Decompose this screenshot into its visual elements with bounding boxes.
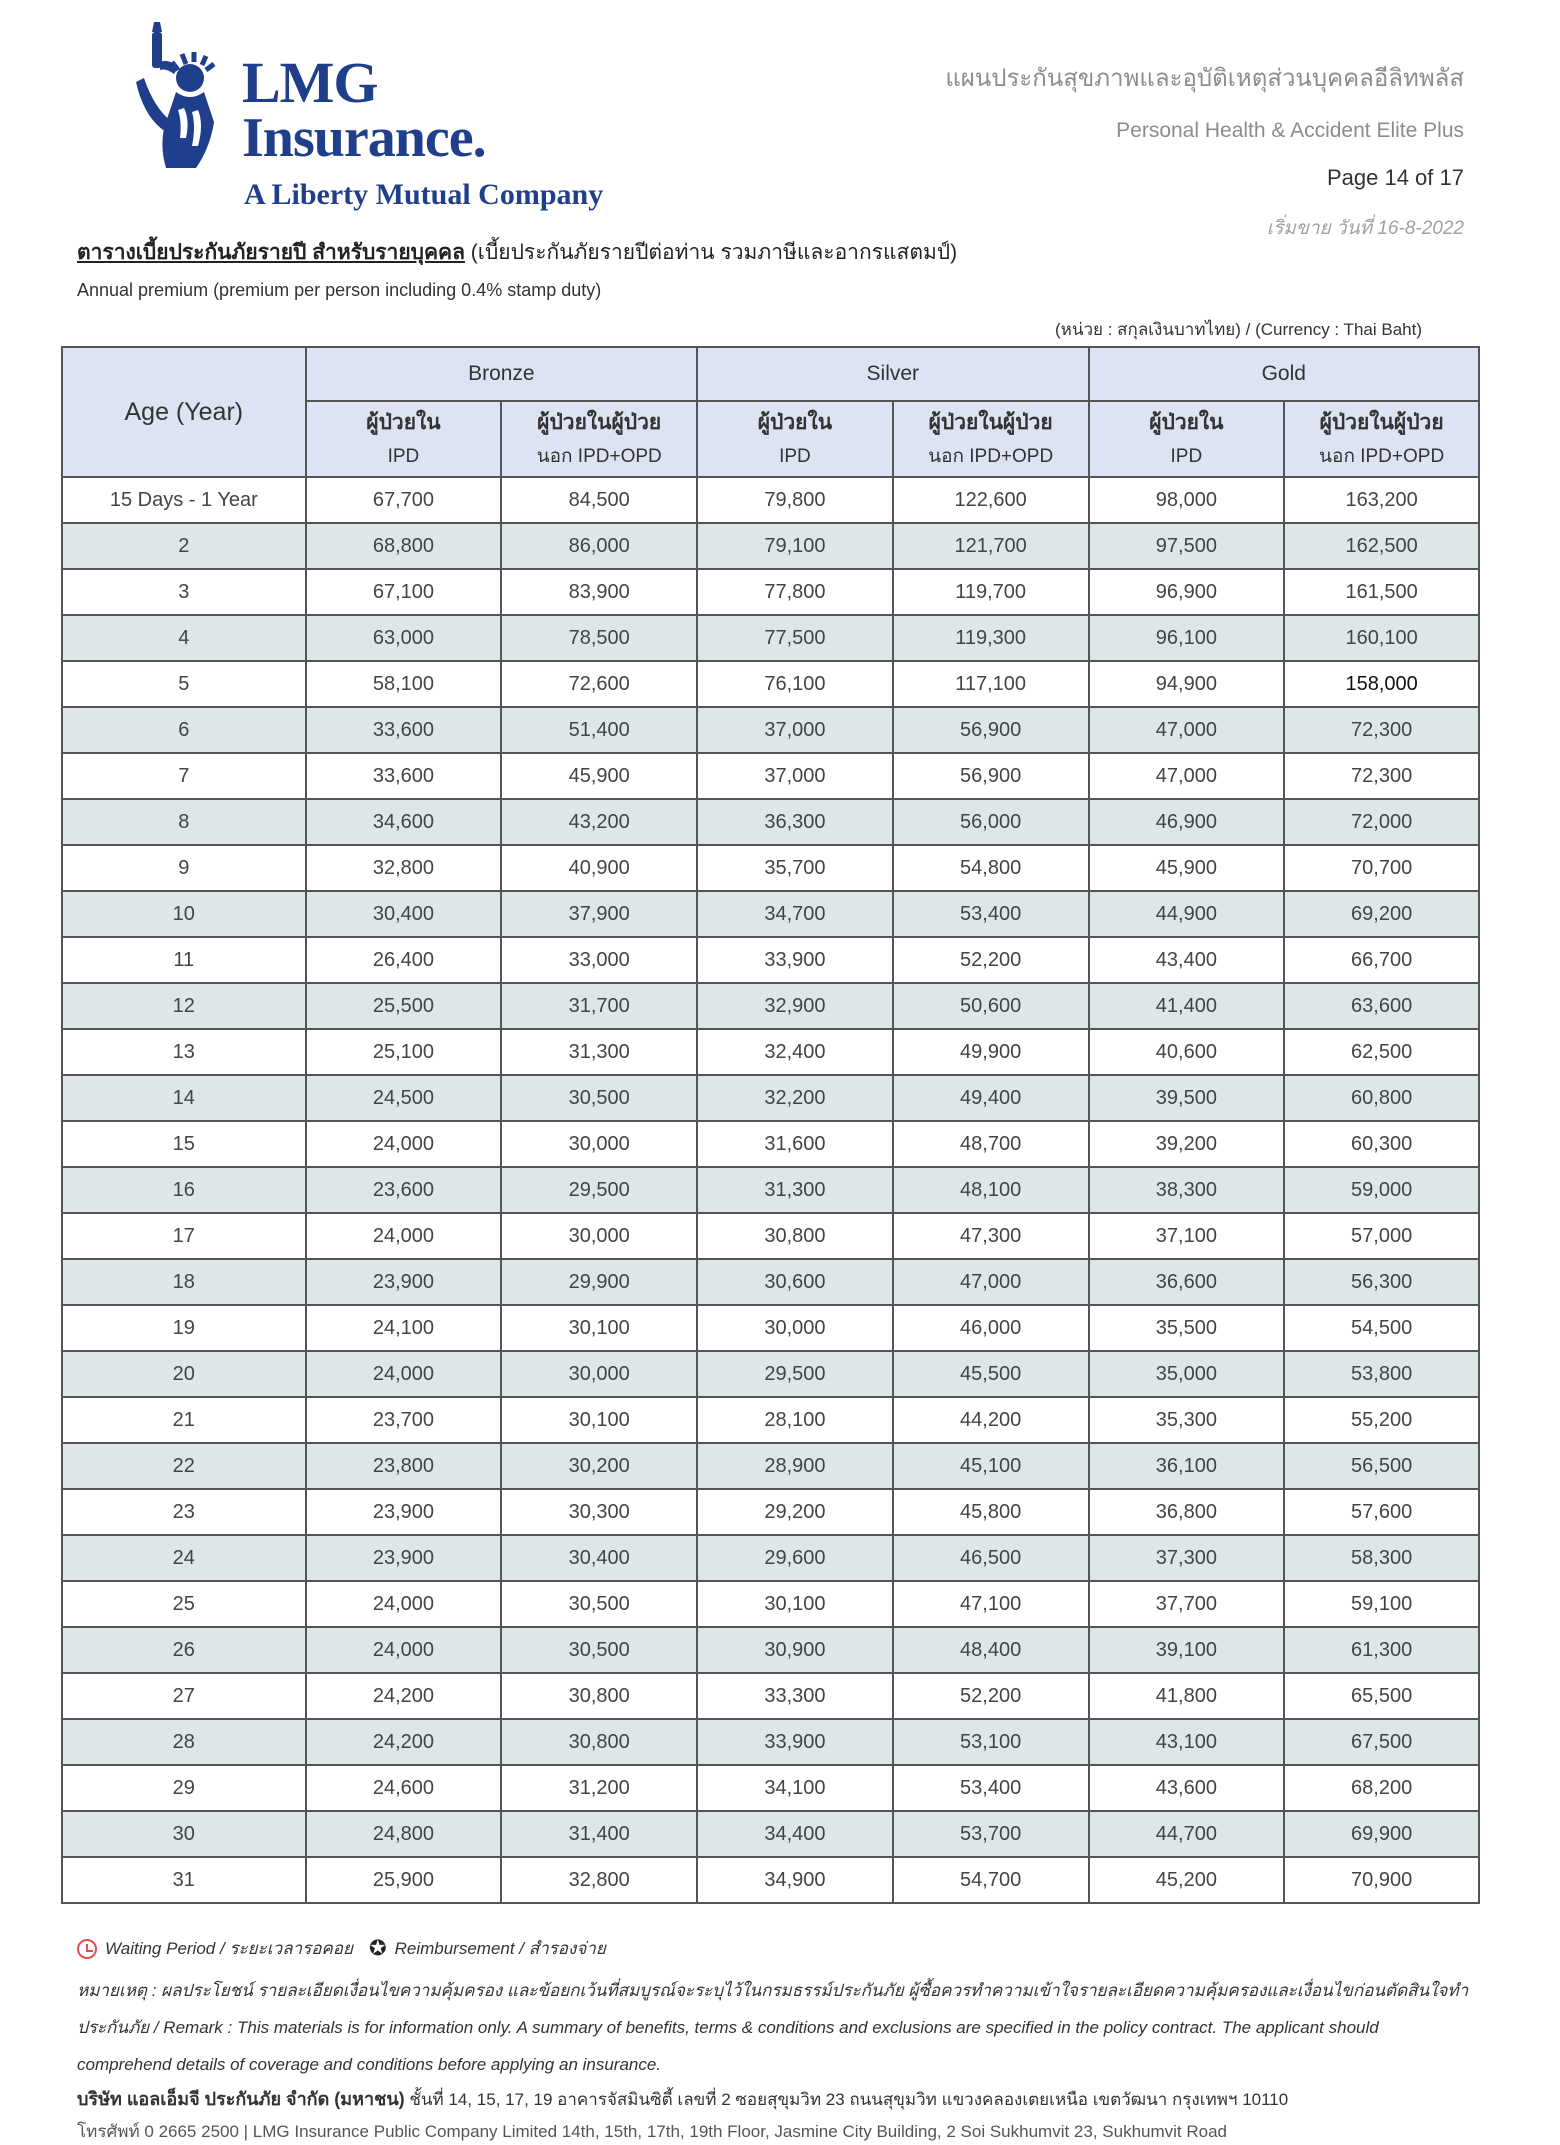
premium-cell: 96,100 — [1089, 615, 1285, 661]
premium-cell: 24,000 — [306, 1351, 502, 1397]
age-cell: 31 — [62, 1857, 306, 1903]
table-row — [62, 523, 1479, 569]
premium-cell: 60,800 — [1284, 1075, 1479, 1121]
table-row — [62, 1397, 1479, 1443]
company-address: ชั้นที่ 14, 15, 17, 19 อาคารจัสมินซิตี้ เลขที่ 2 ซอยสุขุมวิท 23 ถนนสุขุมวิท แขวงคลองเตยเหนือ เขตวัฒนา กรุงเทพฯ 10110 — [409, 2090, 1289, 2109]
premium-cell: 31,400 — [501, 1811, 697, 1857]
table-row — [62, 1489, 1479, 1535]
premium-cell: 41,400 — [1089, 983, 1285, 1029]
premium-cell: 47,000 — [893, 1259, 1089, 1305]
premium-cell: 63,600 — [1284, 983, 1479, 1029]
table-row — [62, 661, 1479, 707]
age-cell: 30 — [62, 1811, 306, 1857]
table-row — [62, 707, 1479, 753]
age-cell: 24 — [62, 1535, 306, 1581]
table-row — [62, 1029, 1479, 1075]
clock-icon — [77, 1939, 97, 1959]
premium-cell: 67,700 — [306, 477, 502, 523]
premium-cell: 56,900 — [893, 707, 1089, 753]
age-cell: 12 — [62, 983, 306, 1029]
age-cell: 3 — [62, 569, 306, 615]
premium-cell: 47,000 — [1089, 753, 1285, 799]
premium-cell: 29,600 — [697, 1535, 893, 1581]
legend-waiting-period: Waiting Period / ระยะเวลารอคอย — [105, 1939, 353, 1958]
premium-cell: 50,600 — [893, 983, 1089, 1029]
plan-header-gold: Gold — [1089, 347, 1479, 401]
table-row — [62, 1581, 1479, 1627]
premium-cell: 30,500 — [501, 1075, 697, 1121]
sub-header-gold-ipd: ผู้ป่วยใน IPD — [1089, 401, 1285, 477]
table-row — [62, 845, 1479, 891]
premium-cell: 32,900 — [697, 983, 893, 1029]
age-cell: 25 — [62, 1581, 306, 1627]
premium-cell: 51,400 — [501, 707, 697, 753]
premium-cell: 34,700 — [697, 891, 893, 937]
premium-cell: 33,600 — [306, 707, 502, 753]
age-cell: 5 — [62, 661, 306, 707]
premium-cell: 37,100 — [1089, 1213, 1285, 1259]
premium-cell: 79,100 — [697, 523, 893, 569]
premium-cell: 46,500 — [893, 1535, 1089, 1581]
premium-cell: 122,600 — [893, 477, 1089, 523]
premium-cell: 62,500 — [1284, 1029, 1479, 1075]
launch-date: เริ่มขาย วันที่ 16-8-2022 — [1266, 218, 1464, 239]
premium-cell: 53,700 — [893, 1811, 1089, 1857]
premium-cell: 61,300 — [1284, 1627, 1479, 1673]
premium-cell: 60,300 — [1284, 1121, 1479, 1167]
premium-cell: 56,500 — [1284, 1443, 1479, 1489]
premium-cell: 52,200 — [893, 937, 1089, 983]
age-column-header: Age (Year) — [62, 347, 306, 477]
company-info — [77, 2084, 1288, 2113]
premium-cell: 163,200 — [1284, 477, 1479, 523]
premium-cell: 53,800 — [1284, 1351, 1479, 1397]
age-cell: 21 — [62, 1397, 306, 1443]
premium-cell: 30,800 — [501, 1719, 697, 1765]
premium-cell: 44,700 — [1089, 1811, 1285, 1857]
age-cell: 17 — [62, 1213, 306, 1259]
premium-cell: 45,800 — [893, 1489, 1089, 1535]
premium-cell: 32,400 — [697, 1029, 893, 1075]
premium-cell: 54,700 — [893, 1857, 1089, 1903]
premium-cell: 83,900 — [501, 569, 697, 615]
premium-cell: 37,000 — [697, 707, 893, 753]
premium-cell: 44,200 — [893, 1397, 1089, 1443]
premium-cell: 24,800 — [306, 1811, 502, 1857]
table-row — [62, 1121, 1479, 1167]
age-cell: 4 — [62, 615, 306, 661]
sub-header-gold-ipd-opd: ผู้ป่วยในผู้ป่วย นอก IPD+OPD — [1284, 401, 1479, 477]
premium-cell: 29,900 — [501, 1259, 697, 1305]
table-row — [62, 1443, 1479, 1489]
premium-cell: 67,500 — [1284, 1719, 1479, 1765]
logo-tagline: A Liberty Mutual Company — [244, 178, 604, 211]
premium-cell: 33,900 — [697, 1719, 893, 1765]
table-row — [62, 615, 1479, 661]
age-cell: 28 — [62, 1719, 306, 1765]
premium-cell: 34,900 — [697, 1857, 893, 1903]
premium-cell: 34,400 — [697, 1811, 893, 1857]
age-cell: 13 — [62, 1029, 306, 1075]
table-row — [62, 1535, 1479, 1581]
premium-cell: 52,200 — [893, 1673, 1089, 1719]
premium-cell: 31,200 — [501, 1765, 697, 1811]
premium-cell: 25,900 — [306, 1857, 502, 1903]
table-row — [62, 1351, 1479, 1397]
premium-cell: 36,800 — [1089, 1489, 1285, 1535]
table-row — [62, 1857, 1479, 1903]
premium-cell: 29,500 — [501, 1167, 697, 1213]
premium-cell: 78,500 — [501, 615, 697, 661]
table-row — [62, 937, 1479, 983]
premium-cell: 72,600 — [501, 661, 697, 707]
premium-cell: 24,000 — [306, 1213, 502, 1259]
premium-cell: 30,800 — [697, 1213, 893, 1259]
premium-cell: 32,800 — [501, 1857, 697, 1903]
premium-cell: 48,700 — [893, 1121, 1089, 1167]
premium-cell: 54,800 — [893, 845, 1089, 891]
premium-cell: 30,000 — [697, 1305, 893, 1351]
premium-cell: 57,600 — [1284, 1489, 1479, 1535]
premium-cell: 45,200 — [1089, 1857, 1285, 1903]
premium-cell: 58,100 — [306, 661, 502, 707]
age-cell: 22 — [62, 1443, 306, 1489]
premium-cell: 30,000 — [501, 1121, 697, 1167]
premium-cell: 29,200 — [697, 1489, 893, 1535]
age-cell: 16 — [62, 1167, 306, 1213]
age-cell: 8 — [62, 799, 306, 845]
statue-of-liberty-icon — [124, 18, 244, 168]
premium-cell: 48,100 — [893, 1167, 1089, 1213]
premium-cell: 119,700 — [893, 569, 1089, 615]
header-info — [945, 58, 1464, 243]
age-cell: 7 — [62, 753, 306, 799]
age-cell: 15 Days - 1 Year — [62, 477, 306, 523]
premium-cell: 77,800 — [697, 569, 893, 615]
premium-cell: 43,200 — [501, 799, 697, 845]
table-row — [62, 1213, 1479, 1259]
premium-cell: 84,500 — [501, 477, 697, 523]
premium-cell: 30,100 — [501, 1305, 697, 1351]
premium-cell: 36,100 — [1089, 1443, 1285, 1489]
age-cell: 2 — [62, 523, 306, 569]
premium-cell: 58,300 — [1284, 1535, 1479, 1581]
age-cell: 9 — [62, 845, 306, 891]
premium-cell: 53,400 — [893, 1765, 1089, 1811]
premium-cell: 33,900 — [697, 937, 893, 983]
premium-cell: 53,100 — [893, 1719, 1089, 1765]
premium-cell: 47,300 — [893, 1213, 1089, 1259]
premium-cell: 76,100 — [697, 661, 893, 707]
premium-cell: 31,600 — [697, 1121, 893, 1167]
premium-cell: 79,800 — [697, 477, 893, 523]
premium-cell: 72,300 — [1284, 707, 1479, 753]
premium-cell: 23,900 — [306, 1259, 502, 1305]
premium-cell: 96,900 — [1089, 569, 1285, 615]
premium-cell: 32,200 — [697, 1075, 893, 1121]
premium-cell: 46,900 — [1089, 799, 1285, 845]
premium-cell: 43,100 — [1089, 1719, 1285, 1765]
premium-table-body — [62, 477, 1479, 1903]
premium-cell: 36,300 — [697, 799, 893, 845]
table-row — [62, 1627, 1479, 1673]
remark-text: หมายเหตุ : ผลประโยชน์ รายละเอียดเงื่อนไขความคุ้มครอง และข้อยกเว้นที่สมบูรณ์จะระบุไว้ในกรมธรรม์ประกันภัย ผู้ซื้อควรทำความเข้าใจรายละเอียดความคุ้มครองและเงื่อนไขก่อนตัดสินใจทำประกันภัย / Remark : This materials is for information only. A summary of benefits, terms & conditions and exclusions are specified in the policy contract. The applicant should comprehend details of coverage and conditions before applying an insurance. — [77, 1981, 1469, 2074]
premium-cell: 33,000 — [501, 937, 697, 983]
premium-cell: 24,200 — [306, 1719, 502, 1765]
premium-cell: 68,800 — [306, 523, 502, 569]
table-row — [62, 1259, 1479, 1305]
table-row — [62, 983, 1479, 1029]
premium-cell: 26,400 — [306, 937, 502, 983]
table-title-thai: ตารางเบี้ยประกันภัยรายปี สำหรับรายบุคคล — [77, 241, 465, 264]
age-cell: 26 — [62, 1627, 306, 1673]
premium-cell: 98,000 — [1089, 477, 1285, 523]
premium-cell: 66,700 — [1284, 937, 1479, 983]
table-title-note: (เบี้ยประกันภัยรายปีต่อท่าน รวมภาษีและอากรแสตมป์) — [470, 241, 958, 264]
premium-cell: 36,600 — [1089, 1259, 1285, 1305]
age-cell: 6 — [62, 707, 306, 753]
premium-cell: 56,300 — [1284, 1259, 1479, 1305]
age-cell: 14 — [62, 1075, 306, 1121]
premium-cell: 49,400 — [893, 1075, 1089, 1121]
premium-cell: 25,500 — [306, 983, 502, 1029]
premium-cell: 29,500 — [697, 1351, 893, 1397]
premium-cell: 86,000 — [501, 523, 697, 569]
premium-cell: 32,800 — [306, 845, 502, 891]
premium-cell: 45,900 — [501, 753, 697, 799]
age-cell: 19 — [62, 1305, 306, 1351]
premium-cell: 38,300 — [1089, 1167, 1285, 1213]
legend-reimbursement: Reimbursement / สำรองจ่าย — [394, 1939, 606, 1958]
premium-cell: 39,200 — [1089, 1121, 1285, 1167]
premium-cell: 77,500 — [697, 615, 893, 661]
premium-cell: 28,900 — [697, 1443, 893, 1489]
premium-cell: 33,300 — [697, 1673, 893, 1719]
premium-cell: 48,400 — [893, 1627, 1089, 1673]
age-cell: 11 — [62, 937, 306, 983]
premium-cell: 30,500 — [501, 1627, 697, 1673]
premium-cell: 41,800 — [1089, 1673, 1285, 1719]
premium-cell: 30,500 — [501, 1581, 697, 1627]
premium-cell: 40,600 — [1089, 1029, 1285, 1075]
premium-cell: 47,100 — [893, 1581, 1089, 1627]
currency-note: (หน่วย : สกุลเงินบาทไทย) / (Currency : Thai Baht) — [1055, 320, 1422, 339]
age-cell: 15 — [62, 1121, 306, 1167]
premium-cell: 69,200 — [1284, 891, 1479, 937]
premium-cell: 45,100 — [893, 1443, 1089, 1489]
premium-cell: 30,900 — [697, 1627, 893, 1673]
premium-cell: 94,900 — [1089, 661, 1285, 707]
premium-cell: 161,500 — [1284, 569, 1479, 615]
premium-cell: 23,700 — [306, 1397, 502, 1443]
premium-cell: 63,000 — [306, 615, 502, 661]
premium-cell: 23,600 — [306, 1167, 502, 1213]
premium-cell: 158,000 — [1284, 661, 1479, 707]
table-row — [62, 1075, 1479, 1121]
premium-cell: 25,100 — [306, 1029, 502, 1075]
premium-cell: 45,900 — [1089, 845, 1285, 891]
premium-cell: 23,900 — [306, 1535, 502, 1581]
premium-cell: 30,400 — [306, 891, 502, 937]
premium-cell: 30,200 — [501, 1443, 697, 1489]
premium-cell: 121,700 — [893, 523, 1089, 569]
premium-cell: 30,400 — [501, 1535, 697, 1581]
premium-cell: 119,300 — [893, 615, 1089, 661]
plan-name-english: Personal Health & Accident Elite Plus — [1116, 119, 1464, 142]
table-row — [62, 1811, 1479, 1857]
premium-cell: 24,200 — [306, 1673, 502, 1719]
logo-text-insurance: Insurance. — [242, 107, 486, 169]
premium-cell: 30,000 — [501, 1351, 697, 1397]
premium-cell: 35,000 — [1089, 1351, 1285, 1397]
premium-cell: 70,700 — [1284, 845, 1479, 891]
sub-header-silver-ipd: ผู้ป่วยใน IPD — [697, 401, 893, 477]
premium-cell: 117,100 — [893, 661, 1089, 707]
age-cell: 18 — [62, 1259, 306, 1305]
table-row — [62, 1765, 1479, 1811]
age-cell: 23 — [62, 1489, 306, 1535]
table-row — [62, 1719, 1479, 1765]
premium-cell: 31,300 — [697, 1167, 893, 1213]
plan-header-silver: Silver — [697, 347, 1088, 401]
contact-line: โทรศัพท์ 0 2665 2500 | LMG Insurance Public Company Limited 14th, 15th, 17th, 19th Floor, Jasmine City Building, 2 Soi Sukhumvit 23, Sukhumvit Road — [77, 2122, 1228, 2141]
premium-cell: 56,900 — [893, 753, 1089, 799]
premium-cell: 31,700 — [501, 983, 697, 1029]
premium-cell: 24,000 — [306, 1627, 502, 1673]
age-cell: 10 — [62, 891, 306, 937]
premium-cell: 72,000 — [1284, 799, 1479, 845]
table-row — [62, 477, 1479, 523]
premium-cell: 30,000 — [501, 1213, 697, 1259]
sub-header-silver-ipd-opd: ผู้ป่วยในผู้ป่วย นอก IPD+OPD — [893, 401, 1089, 477]
table-row — [62, 753, 1479, 799]
premium-cell: 31,300 — [501, 1029, 697, 1075]
premium-cell: 160,100 — [1284, 615, 1479, 661]
premium-cell: 46,000 — [893, 1305, 1089, 1351]
premium-cell: 24,500 — [306, 1075, 502, 1121]
premium-cell: 49,900 — [893, 1029, 1089, 1075]
premium-cell: 30,300 — [501, 1489, 697, 1535]
star-icon: ✪ — [368, 1937, 387, 1960]
logo-text-lmg: LMG — [242, 50, 378, 115]
premium-cell: 30,100 — [501, 1397, 697, 1443]
premium-cell: 35,700 — [697, 845, 893, 891]
company-logo — [124, 18, 614, 211]
age-cell: 27 — [62, 1673, 306, 1719]
premium-cell: 97,500 — [1089, 523, 1285, 569]
premium-cell: 72,300 — [1284, 753, 1479, 799]
premium-cell: 39,100 — [1089, 1627, 1285, 1673]
premium-cell: 47,000 — [1089, 707, 1285, 753]
premium-cell: 30,600 — [697, 1259, 893, 1305]
premium-cell: 68,200 — [1284, 1765, 1479, 1811]
premium-cell: 35,300 — [1089, 1397, 1285, 1443]
premium-cell: 37,700 — [1089, 1581, 1285, 1627]
premium-cell: 54,500 — [1284, 1305, 1479, 1351]
premium-cell: 23,800 — [306, 1443, 502, 1489]
premium-cell: 69,900 — [1284, 1811, 1479, 1857]
premium-cell: 45,500 — [893, 1351, 1089, 1397]
premium-cell: 37,300 — [1089, 1535, 1285, 1581]
premium-cell: 70,900 — [1284, 1857, 1479, 1903]
premium-cell: 30,100 — [697, 1581, 893, 1627]
premium-cell: 59,100 — [1284, 1581, 1479, 1627]
plan-header-bronze: Bronze — [306, 347, 697, 401]
premium-cell: 57,000 — [1284, 1213, 1479, 1259]
premium-cell: 43,400 — [1089, 937, 1285, 983]
premium-cell: 24,000 — [306, 1581, 502, 1627]
premium-cell: 59,000 — [1284, 1167, 1479, 1213]
premium-cell: 24,100 — [306, 1305, 502, 1351]
premium-cell: 24,000 — [306, 1121, 502, 1167]
table-row — [62, 891, 1479, 937]
premium-cell: 162,500 — [1284, 523, 1479, 569]
sub-header-bronze-ipd: ผู้ป่วยใน IPD — [306, 401, 502, 477]
premium-cell: 55,200 — [1284, 1397, 1479, 1443]
table-row — [62, 1305, 1479, 1351]
legend — [77, 1935, 606, 1962]
premium-cell: 53,400 — [893, 891, 1089, 937]
premium-cell: 35,500 — [1089, 1305, 1285, 1351]
premium-cell: 24,600 — [306, 1765, 502, 1811]
premium-cell: 65,500 — [1284, 1673, 1479, 1719]
premium-cell: 40,900 — [501, 845, 697, 891]
table-row — [62, 799, 1479, 845]
sub-header-bronze-ipd-opd: ผู้ป่วยในผู้ป่วย นอก IPD+OPD — [501, 401, 697, 477]
premium-cell: 28,100 — [697, 1397, 893, 1443]
table-row — [62, 569, 1479, 615]
page-number: Page 14 of 17 — [1326, 165, 1464, 190]
premium-cell: 67,100 — [306, 569, 502, 615]
premium-cell: 56,000 — [893, 799, 1089, 845]
age-cell: 29 — [62, 1765, 306, 1811]
premium-cell: 34,100 — [697, 1765, 893, 1811]
table-title — [77, 236, 957, 269]
premium-cell: 23,900 — [306, 1489, 502, 1535]
premium-cell: 30,800 — [501, 1673, 697, 1719]
premium-cell: 37,900 — [501, 891, 697, 937]
table-row — [62, 1167, 1479, 1213]
premium-cell: 44,900 — [1089, 891, 1285, 937]
company-name: บริษัท แอลเอ็มจี ประกันภัย จำกัด (มหาชน) — [77, 2089, 405, 2109]
plan-name-thai: แผนประกันสุขภาพและอุบัติเหตุส่วนบุคคลอีลิทพลัส — [945, 65, 1464, 92]
premium-cell: 43,600 — [1089, 1765, 1285, 1811]
premium-table — [61, 346, 1480, 1904]
premium-cell: 39,500 — [1089, 1075, 1285, 1121]
premium-cell: 34,600 — [306, 799, 502, 845]
table-row — [62, 1673, 1479, 1719]
age-cell: 20 — [62, 1351, 306, 1397]
premium-cell: 37,000 — [697, 753, 893, 799]
premium-cell: 33,600 — [306, 753, 502, 799]
table-subtitle-english: Annual premium (premium per person including 0.4% stamp duty) — [77, 280, 602, 300]
